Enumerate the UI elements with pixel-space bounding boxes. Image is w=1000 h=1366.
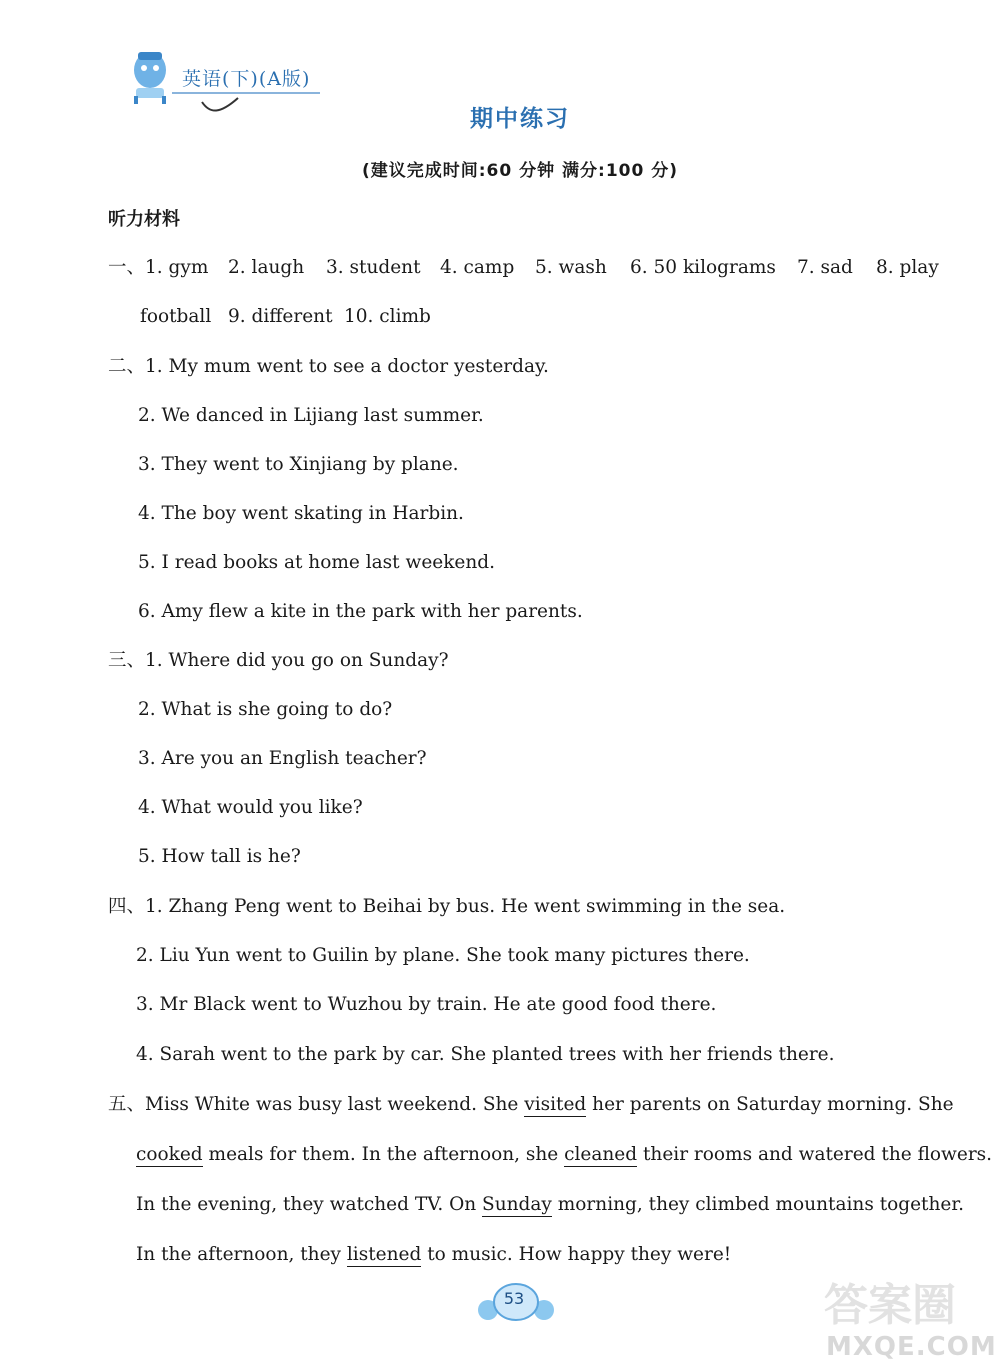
part2-marker: 二、 — [108, 356, 146, 377]
watermark-text: MXQE.COM — [826, 1332, 997, 1362]
list-item: 5. How tall is he? — [138, 846, 301, 867]
list-item: 1. My mum went to see a doctor yesterday. — [145, 356, 549, 377]
part3-line-1 — [108, 648, 449, 674]
passage-text: In the evening, they watched TV. On — [136, 1194, 483, 1215]
part5-line-1 — [108, 1092, 954, 1118]
passage-text: In the afternoon, they — [136, 1244, 347, 1265]
part5-line-2 — [136, 1142, 992, 1168]
section-heading: 听力材料 — [108, 209, 180, 230]
list-item: 7. sad — [797, 257, 853, 278]
part5-line-4 — [136, 1242, 731, 1268]
part2-line-1 — [108, 354, 549, 380]
list-item: 1. gym — [145, 257, 209, 278]
part4-marker: 四、 — [108, 896, 146, 917]
part3-marker: 三、 — [108, 650, 146, 671]
answer-cooked: cooked — [136, 1144, 203, 1165]
list-item: 3. student — [326, 257, 421, 278]
list-item: 10. climb — [344, 306, 431, 327]
page-number: 53 — [503, 1289, 525, 1308]
list-item: 3. Are you an English teacher? — [138, 748, 427, 769]
list-item: 6. Amy flew a kite in the park with her parents. — [138, 601, 583, 622]
passage-text: morning, they climbed mountains together. — [551, 1194, 965, 1215]
list-item: 2. We danced in Lijiang last summer. — [138, 405, 484, 426]
part5-marker: 五、 — [108, 1094, 146, 1115]
answer-listened: listened — [346, 1244, 422, 1265]
part4-line-1 — [108, 894, 785, 920]
answer-visited: visited — [524, 1094, 587, 1115]
list-item: 3. They went to Xinjiang by plane. — [138, 454, 459, 475]
passage-text: to music. How happy they were! — [421, 1244, 732, 1265]
book-label: 英语(下)(A版) — [172, 62, 320, 94]
answer-sunday: Sunday — [482, 1194, 552, 1215]
list-item: 1. Where did you go on Sunday? — [145, 650, 449, 671]
list-item: 2. What is she going to do? — [138, 699, 393, 720]
list-item: football — [140, 306, 212, 327]
passage-text: her parents on Saturday morning. She — [586, 1094, 954, 1115]
list-item: 4. What would you like? — [138, 797, 363, 818]
passage-text: meals for them. In the afternoon, she — [202, 1144, 565, 1165]
watermark-logo-text: 答案圈 — [824, 1280, 956, 1331]
passage-text: Miss White was busy last weekend. She — [145, 1094, 525, 1115]
list-item: 8. play — [876, 257, 939, 278]
list-item: 3. Mr Black went to Wuzhou by train. He ate good food there. — [136, 994, 717, 1015]
list-item: 2. laugh — [228, 257, 305, 278]
list-item: 5. wash — [535, 257, 607, 278]
list-item: 6. 50 kilograms — [630, 257, 776, 278]
list-item: 4. Sarah went to the park by car. She planted trees with her friends there. — [136, 1044, 835, 1065]
list-item: 5. I read books at home last weekend. — [138, 552, 496, 573]
list-item: 2. Liu Yun went to Guilin by plane. She took many pictures there. — [136, 945, 750, 966]
part1-marker: 一、 — [108, 257, 146, 278]
list-item: 9. different — [228, 306, 333, 327]
passage-text: their rooms and watered the flowers. — [637, 1144, 993, 1165]
part5-line-3 — [136, 1192, 964, 1218]
list-item: 4. The boy went skating in Harbin. — [138, 503, 464, 524]
list-item: 4. camp — [440, 257, 515, 278]
list-item: 1. Zhang Peng went to Beihai by bus. He went swimming in the sea. — [145, 896, 786, 917]
page-title: 期中练习 — [470, 106, 570, 132]
part1-line-1 — [108, 255, 208, 281]
answer-cleaned: cleaned — [564, 1144, 638, 1165]
mascot-icon — [128, 44, 172, 104]
page-subtitle: (建议完成时间:60 分钟 满分:100 分) — [361, 161, 679, 181]
